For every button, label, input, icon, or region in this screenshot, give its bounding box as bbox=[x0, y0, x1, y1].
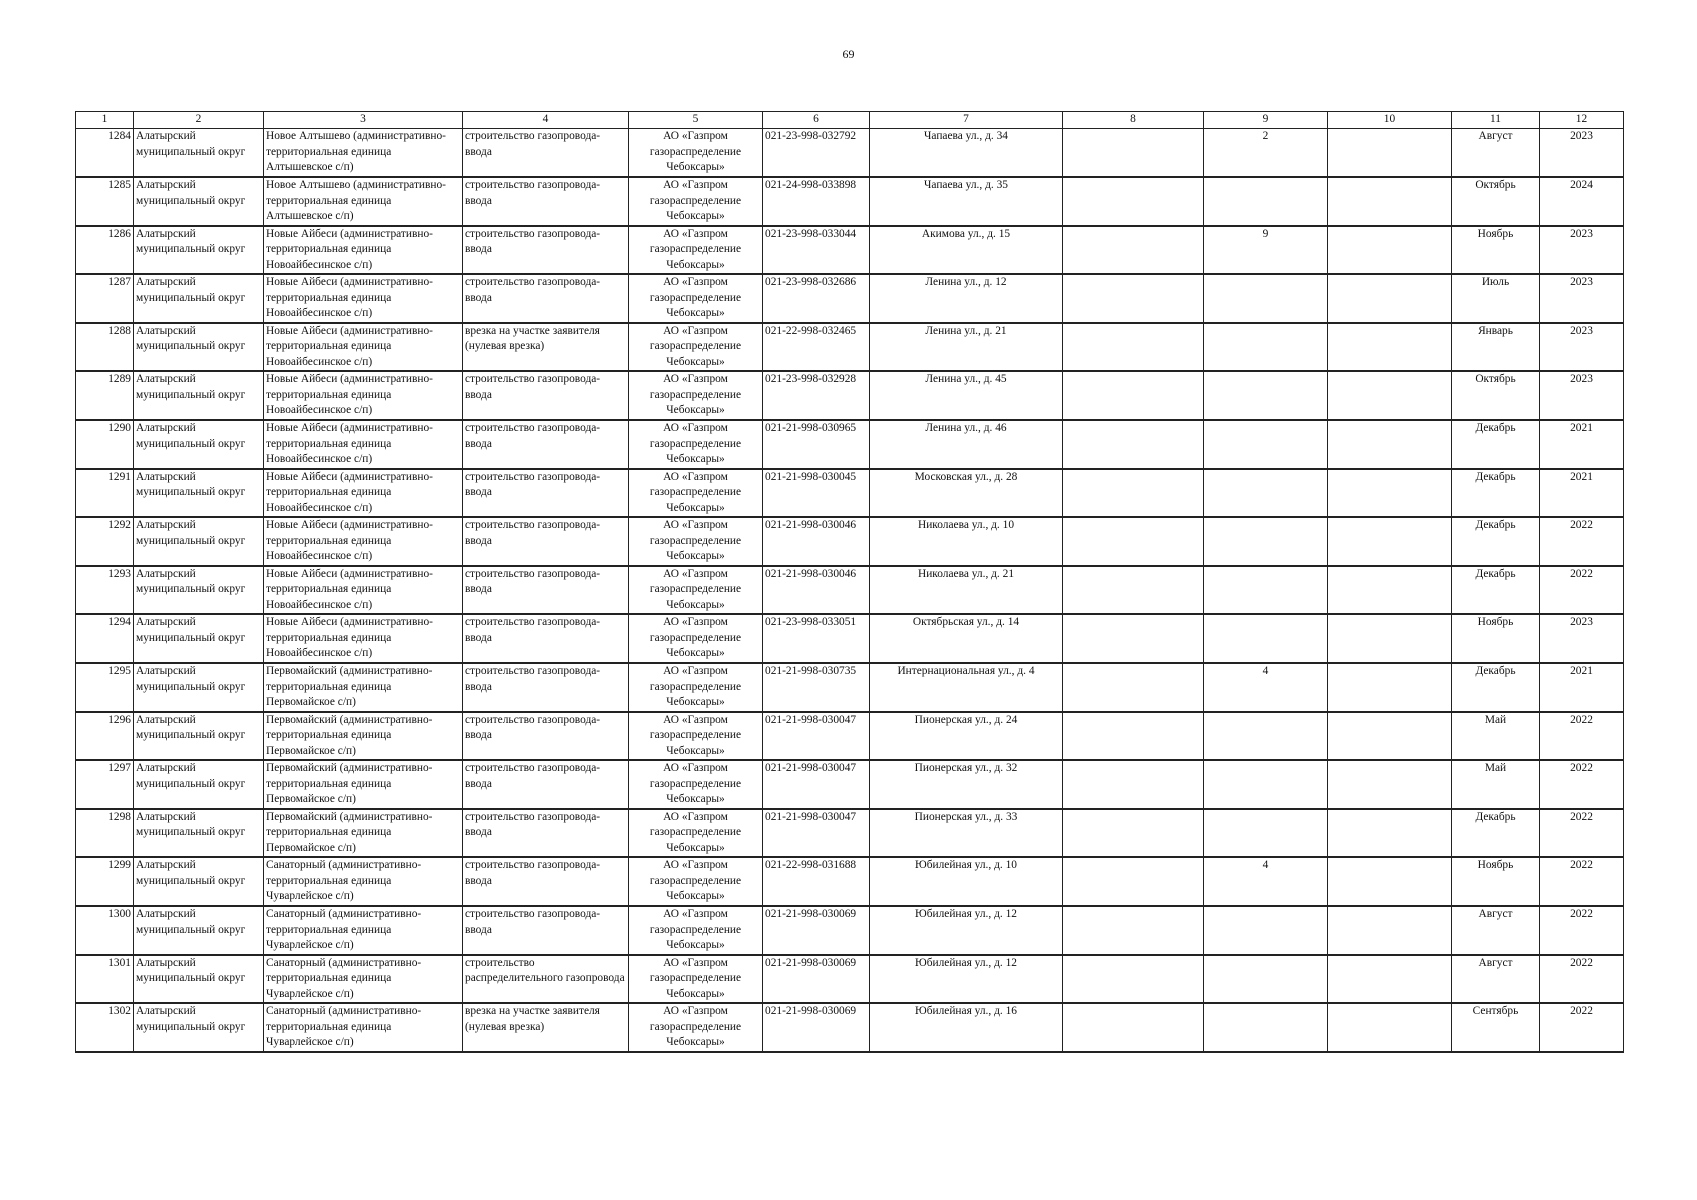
column-9-cell bbox=[1204, 177, 1328, 226]
locality-cell: Первомайский (административно-территориальная единица Первомайское с/п) bbox=[264, 712, 463, 761]
address-cell: Николаева ул., д. 10 bbox=[870, 517, 1063, 566]
table-row bbox=[76, 469, 1624, 518]
row-number-cell: 1289 bbox=[76, 371, 134, 420]
table-row bbox=[76, 274, 1624, 323]
district-cell: Алатырский муниципальный округ bbox=[134, 371, 264, 420]
column-9-cell bbox=[1204, 712, 1328, 761]
locality-cell: Санаторный (административно-территориальная единица Чуварлейское с/п) bbox=[264, 906, 463, 955]
organization-cell: АО «Газпром газораспределение Чебоксары» bbox=[629, 226, 763, 275]
month-cell: Декабрь bbox=[1452, 663, 1540, 712]
column-8-cell bbox=[1063, 274, 1204, 323]
organization-cell: АО «Газпром газораспределение Чебоксары» bbox=[629, 1003, 763, 1052]
application-code-cell: 021-21-998-030045 bbox=[763, 469, 870, 518]
address-cell: Октябрьская ул., д. 14 bbox=[870, 614, 1063, 663]
address-cell: Ленина ул., д. 12 bbox=[870, 274, 1063, 323]
application-code-cell: 021-21-998-030069 bbox=[763, 1003, 870, 1052]
locality-cell: Новые Айбеси (административно-территориальная единица Новоайбесинское с/п) bbox=[264, 226, 463, 275]
locality-cell: Новые Айбеси (административно-территориальная единица Новоайбесинское с/п) bbox=[264, 614, 463, 663]
table-row bbox=[76, 1003, 1624, 1052]
header-row bbox=[76, 112, 1624, 129]
column-9-cell bbox=[1204, 469, 1328, 518]
column-8-cell bbox=[1063, 323, 1204, 372]
application-code-cell: 021-21-998-030735 bbox=[763, 663, 870, 712]
organization-cell: АО «Газпром газораспределение Чебоксары» bbox=[629, 712, 763, 761]
address-cell: Юбилейная ул., д. 12 bbox=[870, 906, 1063, 955]
column-10-cell bbox=[1328, 712, 1452, 761]
work-type-cell: строительство газопровода-ввода bbox=[463, 177, 629, 226]
organization-cell: АО «Газпром газораспределение Чебоксары» bbox=[629, 129, 763, 178]
work-type-cell: врезка на участке заявителя (нулевая врезка) bbox=[463, 323, 629, 372]
year-cell: 2024 bbox=[1540, 177, 1624, 226]
column-9-cell bbox=[1204, 955, 1328, 1004]
locality-cell: Новые Айбеси (административно-территориальная единица Новоайбесинское с/п) bbox=[264, 566, 463, 615]
district-cell: Алатырский муниципальный округ bbox=[134, 614, 264, 663]
organization-cell: АО «Газпром газораспределение Чебоксары» bbox=[629, 760, 763, 809]
work-type-cell: строительство распределительного газопровода bbox=[463, 955, 629, 1004]
column-8-cell bbox=[1063, 177, 1204, 226]
address-cell: Пионерская ул., д. 32 bbox=[870, 760, 1063, 809]
month-cell: Октябрь bbox=[1452, 371, 1540, 420]
work-type-cell: строительство газопровода-ввода bbox=[463, 469, 629, 518]
row-number-cell: 1298 bbox=[76, 809, 134, 858]
table-row bbox=[76, 712, 1624, 761]
address-cell: Юбилейная ул., д. 12 bbox=[870, 955, 1063, 1004]
locality-cell: Первомайский (административно-территориальная единица Первомайское с/п) bbox=[264, 663, 463, 712]
column-header: 3 bbox=[264, 112, 463, 129]
column-10-cell bbox=[1328, 566, 1452, 615]
column-header: 2 bbox=[134, 112, 264, 129]
column-9-cell: 2 bbox=[1204, 129, 1328, 178]
address-cell: Интернациональная ул., д. 4 bbox=[870, 663, 1063, 712]
table-row bbox=[76, 129, 1624, 178]
column-8-cell bbox=[1063, 469, 1204, 518]
address-cell: Николаева ул., д. 21 bbox=[870, 566, 1063, 615]
month-cell: Август bbox=[1452, 955, 1540, 1004]
column-10-cell bbox=[1328, 371, 1452, 420]
row-number-cell: 1290 bbox=[76, 420, 134, 469]
month-cell: Декабрь bbox=[1452, 566, 1540, 615]
year-cell: 2022 bbox=[1540, 1003, 1624, 1052]
column-10-cell bbox=[1328, 323, 1452, 372]
district-cell: Алатырский муниципальный округ bbox=[134, 906, 264, 955]
locality-cell: Первомайский (административно-территориальная единица Первомайское с/п) bbox=[264, 760, 463, 809]
application-code-cell: 021-23-998-033044 bbox=[763, 226, 870, 275]
column-8-cell bbox=[1063, 906, 1204, 955]
column-header: 8 bbox=[1063, 112, 1204, 129]
table-row bbox=[76, 177, 1624, 226]
column-9-cell bbox=[1204, 420, 1328, 469]
row-number-cell: 1284 bbox=[76, 129, 134, 178]
locality-cell: Санаторный (административно-территориальная единица Чуварлейское с/п) bbox=[264, 1003, 463, 1052]
year-cell: 2023 bbox=[1540, 226, 1624, 275]
column-8-cell bbox=[1063, 857, 1204, 906]
table-row bbox=[76, 663, 1624, 712]
application-code-cell: 021-23-998-032686 bbox=[763, 274, 870, 323]
column-9-cell: 9 bbox=[1204, 226, 1328, 275]
organization-cell: АО «Газпром газораспределение Чебоксары» bbox=[629, 517, 763, 566]
organization-cell: АО «Газпром газораспределение Чебоксары» bbox=[629, 274, 763, 323]
year-cell: 2022 bbox=[1540, 857, 1624, 906]
year-cell: 2022 bbox=[1540, 906, 1624, 955]
year-cell: 2023 bbox=[1540, 129, 1624, 178]
application-code-cell: 021-21-998-030046 bbox=[763, 566, 870, 615]
locality-cell: Новые Айбеси (административно-территориальная единица Новоайбесинское с/п) bbox=[264, 469, 463, 518]
locality-cell: Новые Айбеси (административно-территориальная единица Новоайбесинское с/п) bbox=[264, 420, 463, 469]
table-row bbox=[76, 371, 1624, 420]
column-header: 10 bbox=[1328, 112, 1452, 129]
work-type-cell: строительство газопровода-ввода bbox=[463, 517, 629, 566]
locality-cell: Новые Айбеси (административно-территориальная единица Новоайбесинское с/п) bbox=[264, 323, 463, 372]
column-10-cell bbox=[1328, 1003, 1452, 1052]
locality-cell: Новое Алтышево (административно-территориальная единица Алтышевское с/п) bbox=[264, 177, 463, 226]
organization-cell: АО «Газпром газораспределение Чебоксары» bbox=[629, 177, 763, 226]
row-number-cell: 1288 bbox=[76, 323, 134, 372]
district-cell: Алатырский муниципальный округ bbox=[134, 663, 264, 712]
organization-cell: АО «Газпром газораспределение Чебоксары» bbox=[629, 906, 763, 955]
column-8-cell bbox=[1063, 955, 1204, 1004]
row-number-cell: 1293 bbox=[76, 566, 134, 615]
address-cell: Акимова ул., д. 15 bbox=[870, 226, 1063, 275]
year-cell: 2021 bbox=[1540, 663, 1624, 712]
column-header: 11 bbox=[1452, 112, 1540, 129]
page-number: 69 bbox=[842, 47, 855, 61]
locality-cell: Новые Айбеси (административно-территориальная единица Новоайбесинское с/п) bbox=[264, 371, 463, 420]
year-cell: 2021 bbox=[1540, 420, 1624, 469]
work-type-cell: врезка на участке заявителя (нулевая врезка) bbox=[463, 1003, 629, 1052]
work-type-cell: строительство газопровода-ввода bbox=[463, 760, 629, 809]
column-8-cell bbox=[1063, 566, 1204, 615]
work-type-cell: строительство газопровода-ввода bbox=[463, 809, 629, 858]
application-code-cell: 021-21-998-030069 bbox=[763, 906, 870, 955]
column-8-cell bbox=[1063, 371, 1204, 420]
address-cell: Чапаева ул., д. 35 bbox=[870, 177, 1063, 226]
work-type-cell: строительство газопровода-ввода bbox=[463, 371, 629, 420]
column-8-cell bbox=[1063, 129, 1204, 178]
year-cell: 2021 bbox=[1540, 469, 1624, 518]
column-8-cell bbox=[1063, 1003, 1204, 1052]
column-9-cell bbox=[1204, 323, 1328, 372]
month-cell: Сентябрь bbox=[1452, 1003, 1540, 1052]
table-row bbox=[76, 906, 1624, 955]
year-cell: 2023 bbox=[1540, 614, 1624, 663]
work-type-cell: строительство газопровода-ввода bbox=[463, 614, 629, 663]
work-type-cell: строительство газопровода-ввода bbox=[463, 857, 629, 906]
district-cell: Алатырский муниципальный округ bbox=[134, 323, 264, 372]
month-cell: Август bbox=[1452, 129, 1540, 178]
table-row bbox=[76, 857, 1624, 906]
organization-cell: АО «Газпром газораспределение Чебоксары» bbox=[629, 566, 763, 615]
year-cell: 2022 bbox=[1540, 712, 1624, 761]
address-cell: Ленина ул., д. 46 bbox=[870, 420, 1063, 469]
organization-cell: АО «Газпром газораспределение Чебоксары» bbox=[629, 469, 763, 518]
column-header: 1 bbox=[76, 112, 134, 129]
district-cell: Алатырский муниципальный округ bbox=[134, 760, 264, 809]
column-9-cell bbox=[1204, 906, 1328, 955]
locality-cell: Санаторный (административно-территориальная единица Чуварлейское с/п) bbox=[264, 955, 463, 1004]
address-cell: Ленина ул., д. 45 bbox=[870, 371, 1063, 420]
year-cell: 2022 bbox=[1540, 566, 1624, 615]
column-9-cell: 4 bbox=[1204, 857, 1328, 906]
address-cell: Юбилейная ул., д. 10 bbox=[870, 857, 1063, 906]
row-number-cell: 1291 bbox=[76, 469, 134, 518]
locality-cell: Первомайский (административно-территориальная единица Первомайское с/п) bbox=[264, 809, 463, 858]
organization-cell: АО «Газпром газораспределение Чебоксары» bbox=[629, 420, 763, 469]
year-cell: 2023 bbox=[1540, 323, 1624, 372]
table-row bbox=[76, 760, 1624, 809]
application-code-cell: 021-22-998-032465 bbox=[763, 323, 870, 372]
column-header: 6 bbox=[763, 112, 870, 129]
row-number-cell: 1286 bbox=[76, 226, 134, 275]
column-8-cell bbox=[1063, 809, 1204, 858]
work-type-cell: строительство газопровода-ввода bbox=[463, 712, 629, 761]
column-10-cell bbox=[1328, 857, 1452, 906]
address-cell: Московская ул., д. 28 bbox=[870, 469, 1063, 518]
month-cell: Ноябрь bbox=[1452, 226, 1540, 275]
locality-cell: Новое Алтышево (административно-территориальная единица Алтышевское с/п) bbox=[264, 129, 463, 178]
column-9-cell bbox=[1204, 517, 1328, 566]
column-9-cell bbox=[1204, 809, 1328, 858]
row-number-cell: 1294 bbox=[76, 614, 134, 663]
column-10-cell bbox=[1328, 614, 1452, 663]
row-number-cell: 1285 bbox=[76, 177, 134, 226]
column-8-cell bbox=[1063, 712, 1204, 761]
district-cell: Алатырский муниципальный округ bbox=[134, 274, 264, 323]
organization-cell: АО «Газпром газораспределение Чебоксары» bbox=[629, 614, 763, 663]
year-cell: 2022 bbox=[1540, 955, 1624, 1004]
column-header: 7 bbox=[870, 112, 1063, 129]
application-code-cell: 021-23-998-033051 bbox=[763, 614, 870, 663]
district-cell: Алатырский муниципальный округ bbox=[134, 420, 264, 469]
work-type-cell: строительство газопровода-ввода bbox=[463, 663, 629, 712]
work-type-cell: строительство газопровода-ввода bbox=[463, 566, 629, 615]
row-number-cell: 1287 bbox=[76, 274, 134, 323]
month-cell: Декабрь bbox=[1452, 809, 1540, 858]
table-row bbox=[76, 226, 1624, 275]
district-cell: Алатырский муниципальный округ bbox=[134, 469, 264, 518]
column-10-cell bbox=[1328, 129, 1452, 178]
district-cell: Алатырский муниципальный округ bbox=[134, 955, 264, 1004]
address-cell: Ленина ул., д. 21 bbox=[870, 323, 1063, 372]
address-cell: Пионерская ул., д. 33 bbox=[870, 809, 1063, 858]
application-code-cell: 021-21-998-030047 bbox=[763, 760, 870, 809]
month-cell: Январь bbox=[1452, 323, 1540, 372]
month-cell: Декабрь bbox=[1452, 420, 1540, 469]
row-number-cell: 1295 bbox=[76, 663, 134, 712]
table-header bbox=[76, 112, 1624, 129]
district-cell: Алатырский муниципальный округ bbox=[134, 809, 264, 858]
column-header: 12 bbox=[1540, 112, 1624, 129]
month-cell: Май bbox=[1452, 712, 1540, 761]
district-cell: Алатырский муниципальный округ bbox=[134, 517, 264, 566]
column-10-cell bbox=[1328, 760, 1452, 809]
month-cell: Декабрь bbox=[1452, 469, 1540, 518]
row-number-cell: 1292 bbox=[76, 517, 134, 566]
locality-cell: Санаторный (административно-территориальная единица Чуварлейское с/п) bbox=[264, 857, 463, 906]
table-row bbox=[76, 809, 1624, 858]
year-cell: 2022 bbox=[1540, 760, 1624, 809]
month-cell: Май bbox=[1452, 760, 1540, 809]
application-code-cell: 021-21-998-030046 bbox=[763, 517, 870, 566]
column-header: 5 bbox=[629, 112, 763, 129]
district-cell: Алатырский муниципальный округ bbox=[134, 129, 264, 178]
table-body bbox=[76, 129, 1624, 1052]
table-row bbox=[76, 420, 1624, 469]
work-type-cell: строительство газопровода-ввода bbox=[463, 420, 629, 469]
table-row bbox=[76, 614, 1624, 663]
address-cell: Юбилейная ул., д. 16 bbox=[870, 1003, 1063, 1052]
column-9-cell bbox=[1204, 274, 1328, 323]
row-number-cell: 1300 bbox=[76, 906, 134, 955]
column-9-cell bbox=[1204, 760, 1328, 809]
organization-cell: АО «Газпром газораспределение Чебоксары» bbox=[629, 857, 763, 906]
application-code-cell: 021-22-998-031688 bbox=[763, 857, 870, 906]
table-row bbox=[76, 566, 1624, 615]
gas-connection-table bbox=[75, 111, 1624, 1053]
district-cell: Алатырский муниципальный округ bbox=[134, 226, 264, 275]
column-9-cell bbox=[1204, 1003, 1328, 1052]
district-cell: Алатырский муниципальный округ bbox=[134, 177, 264, 226]
organization-cell: АО «Газпром газораспределение Чебоксары» bbox=[629, 809, 763, 858]
column-9-cell bbox=[1204, 566, 1328, 615]
district-cell: Алатырский муниципальный округ bbox=[134, 712, 264, 761]
address-cell: Чапаева ул., д. 34 bbox=[870, 129, 1063, 178]
column-8-cell bbox=[1063, 663, 1204, 712]
application-code-cell: 021-24-998-033898 bbox=[763, 177, 870, 226]
month-cell: Июль bbox=[1452, 274, 1540, 323]
year-cell: 2023 bbox=[1540, 274, 1624, 323]
column-10-cell bbox=[1328, 274, 1452, 323]
district-cell: Алатырский муниципальный округ bbox=[134, 857, 264, 906]
month-cell: Ноябрь bbox=[1452, 857, 1540, 906]
application-code-cell: 021-21-998-030047 bbox=[763, 712, 870, 761]
column-10-cell bbox=[1328, 469, 1452, 518]
locality-cell: Новые Айбеси (административно-территориальная единица Новоайбесинское с/п) bbox=[264, 274, 463, 323]
month-cell: Октябрь bbox=[1452, 177, 1540, 226]
table-row bbox=[76, 323, 1624, 372]
month-cell: Ноябрь bbox=[1452, 614, 1540, 663]
address-cell: Пионерская ул., д. 24 bbox=[870, 712, 1063, 761]
row-number-cell: 1302 bbox=[76, 1003, 134, 1052]
column-10-cell bbox=[1328, 177, 1452, 226]
column-8-cell bbox=[1063, 517, 1204, 566]
application-code-cell: 021-23-998-032792 bbox=[763, 129, 870, 178]
column-10-cell bbox=[1328, 517, 1452, 566]
year-cell: 2023 bbox=[1540, 371, 1624, 420]
column-8-cell bbox=[1063, 760, 1204, 809]
column-10-cell bbox=[1328, 663, 1452, 712]
column-10-cell bbox=[1328, 809, 1452, 858]
organization-cell: АО «Газпром газораспределение Чебоксары» bbox=[629, 955, 763, 1004]
column-10-cell bbox=[1328, 226, 1452, 275]
column-8-cell bbox=[1063, 614, 1204, 663]
table-row bbox=[76, 517, 1624, 566]
locality-cell: Новые Айбеси (административно-территориальная единица Новоайбесинское с/п) bbox=[264, 517, 463, 566]
application-code-cell: 021-21-998-030965 bbox=[763, 420, 870, 469]
year-cell: 2022 bbox=[1540, 809, 1624, 858]
column-10-cell bbox=[1328, 955, 1452, 1004]
column-10-cell bbox=[1328, 420, 1452, 469]
month-cell: Август bbox=[1452, 906, 1540, 955]
work-type-cell: строительство газопровода-ввода bbox=[463, 129, 629, 178]
table-row bbox=[76, 955, 1624, 1004]
column-header: 9 bbox=[1204, 112, 1328, 129]
month-cell: Декабрь bbox=[1452, 517, 1540, 566]
application-code-cell: 021-21-998-030047 bbox=[763, 809, 870, 858]
district-cell: Алатырский муниципальный округ bbox=[134, 1003, 264, 1052]
row-number-cell: 1299 bbox=[76, 857, 134, 906]
organization-cell: АО «Газпром газораспределение Чебоксары» bbox=[629, 663, 763, 712]
column-8-cell bbox=[1063, 226, 1204, 275]
column-8-cell bbox=[1063, 420, 1204, 469]
row-number-cell: 1297 bbox=[76, 760, 134, 809]
work-type-cell: строительство газопровода-ввода bbox=[463, 274, 629, 323]
column-9-cell: 4 bbox=[1204, 663, 1328, 712]
column-9-cell bbox=[1204, 614, 1328, 663]
application-code-cell: 021-21-998-030069 bbox=[763, 955, 870, 1004]
column-9-cell bbox=[1204, 371, 1328, 420]
year-cell: 2022 bbox=[1540, 517, 1624, 566]
organization-cell: АО «Газпром газораспределение Чебоксары» bbox=[629, 323, 763, 372]
work-type-cell: строительство газопровода-ввода bbox=[463, 906, 629, 955]
row-number-cell: 1301 bbox=[76, 955, 134, 1004]
column-header: 4 bbox=[463, 112, 629, 129]
column-10-cell bbox=[1328, 906, 1452, 955]
organization-cell: АО «Газпром газораспределение Чебоксары» bbox=[629, 371, 763, 420]
district-cell: Алатырский муниципальный округ bbox=[134, 566, 264, 615]
work-type-cell: строительство газопровода-ввода bbox=[463, 226, 629, 275]
row-number-cell: 1296 bbox=[76, 712, 134, 761]
application-code-cell: 021-23-998-032928 bbox=[763, 371, 870, 420]
